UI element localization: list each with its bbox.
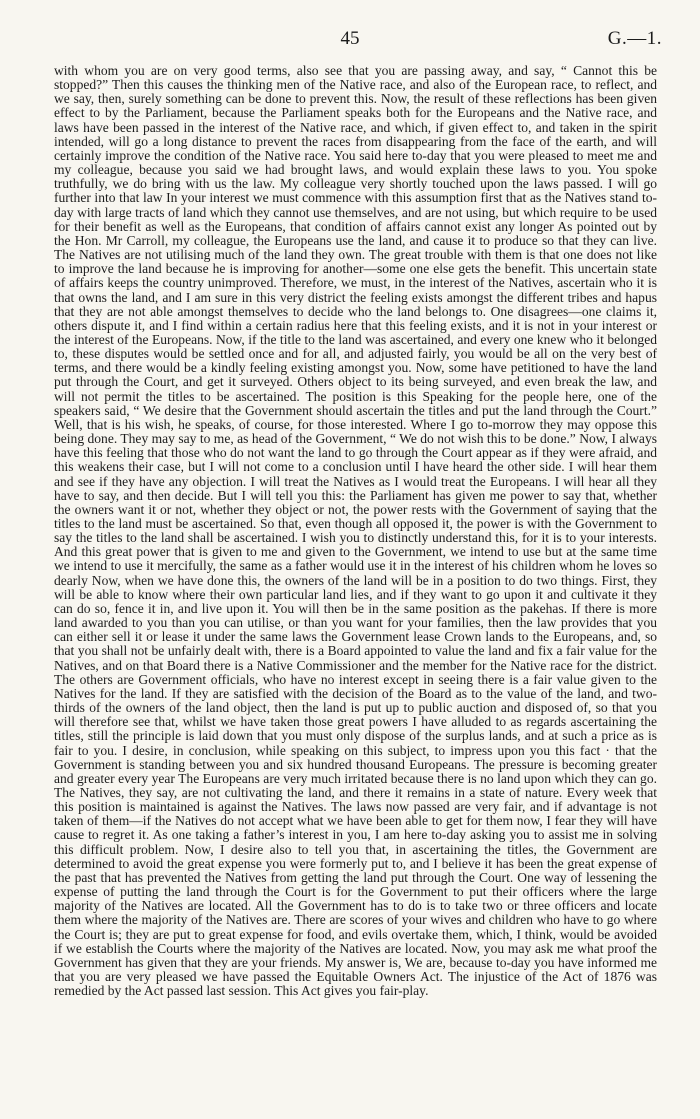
document-code: G.—1. (607, 28, 662, 49)
page-number: 45 (340, 28, 360, 49)
body-text (54, 64, 657, 998)
body-paragraph: with whom you are on very good terms, also see that you are passing away, and say, “ Cannot this be stopped?” Then this causes the thinking men of the Native race, and also of the European race, to reflect, and we say, then, surely something can be done to prevent this. Now, the result of these reflections has been given effect to by the Parliament, because the Parliament speaks both for the Europeans and the Native race, and laws have been passed in the interest of the Native race, and which, if given effect to, and taken in the spirit intended, will go a long distance to prevent the races from disappearing from the face of the earth, and will certainly improve the condition of the Native race. You said here to-day that you were pleased to meet me and my colleague, because you said we had brought laws, and would explain these laws to you. You spoke truthfully, we do bring with us the law. My colleague very shortly touched upon the laws passed. I will go further into that law In your interest we must commence with this assumption first that as the Natives stand to-day with large tracts of land which they cannot use themselves, and are not using, but which require to be used for their benefit as well as the Europeans, that condition of affairs cannot exist any longer As pointed out by the Hon. Mr Carroll, my colleague, the Europeans use the land, and cause it to produce so that they can live. The Natives are not utilising much of the land they own. The great trouble with them is that one does not like to improve the land because he is improving for another—some one else gets the benefit. This uncertain state of affairs keeps the country unimproved. Therefore, we must, in the interest of the Natives, ascertain who it is that owns the land, and I am sure in this very district the feeling exists amongst the different tribes and hapus that they are not able amongst themselves to decide who the land belongs to. One disagrees—one claims it, others dispute it, and I find within a certain radius here that this feeling exists, and it is not in your interest or the interest of the Europeans. Now, if the title to the land was ascertained, and every one knew who it belonged to, these disputes would be settled once and for all, and adjusted fairly, you would be all on the very best of terms, and there would be a kindly feeling existing amongst you. Now, some have petitioned to have the land put through the Court, and get it surveyed. Others object to its being surveyed, and even break the law, and will not permit the titles to be ascertained. The position is this Speaking for the people here, one of the speakers said, “ We desire that the Government should ascertain the titles and put the land through the Court.” Well, that is his wish, he speaks, of course, for those interested. Where I go to-morrow they may oppose this being done. They may say to me, as head of the Government, “ We do not wish this to be done.” Now, I always have this feeling that those who do not want the land to go through the Court appear as if they were afraid, and this weakens their case, but I will not come to a conclusion until I have heard the other side. I will hear them and see if they have any objection. I will treat the Natives as I would treat the Europeans. I will hear all they have to say, and then decide. But I will tell you this: the Parliament has given me power to say that, whether the owners want it or not, whether they object or not, the power rests with the Government of saying that the titles to the land must be ascertained. So that, even though all opposed it, the power is with the Government to say the titles to the land shall be ascertained. I wish you to distinctly understand this, for it is to your interests. And this great power that is given to me and given to the Government, we intend to use but at the same time we intend to use it mercifully, the same as a father would use it in the interest of his children whom he loves so dearly Now, when we have done this, the owners of the land will be in a position to do two things. First, they will be able to know where their own particular land lies, and if they want to go upon it and cultivate it they can do so, fence it in, and live upon it. You will then be in the same position as the pakehas. If there is more land awarded to you than you can utilise, or than you want for your families, then the law provides that you can either sell it or lease it under the same laws the Government lease Crown lands to the Europeans, and, so that you shall not be unfairly dealt with, there is a Board appointed to value the land and fix a fair value for the Natives, and on that Board there is a Native Commissioner and the member for the Native race for the district. The others are Government officials, who have no interest except in seeing there is a fair value given to the Natives for the land. If they are satisfied with the decision of the Board as to the value of the land, and two-thirds of the owners of the land object, then the land is put up to public auction and disposed of, so that you will therefore see that, whilst we have taken those great powers I have alluded to as regards ascertaining the titles, still the principle is laid down that you must only dispose of the surplus lands, and at such a price as is fair to you. I desire, in conclusion, while speaking on this subject, to impress upon you this fact · that the Government is standing between you and six hundred thousand Europeans. The pressure is becoming greater and greater every year The Europeans are very much irritated because there is no land upon which they can go. The Natives, they say, are not cultivating the land, and there it remains in a state of nature. Every week that this position is maintained is against the Natives. The laws now passed are very fair, and if advantage is not taken of them—if the Natives do not accept what we have been able to get for them now, I fear they will have cause to regret it. As one taking a father’s interest in you, I am here to-day asking you to assist me in solving this difficult problem. Now, I desire also to tell you that, in ascertaining the titles, the Government are determined to avoid the great expense you were formerly put to, and I believe it has been the great expense of the past that has prevented the Natives from getting the land put through the Court. One way of lessening the expense of putting the land through the Court is for the Government to put their officers where the large majority of the Natives are located. All the Government has to do is to take two or three officers and locate them where the majority of the Natives are. There are scores of your wives and children who have to go where the Court is; they are put to great expense for food, and evils overtake them, which, I think, would be avoided if we establish the Courts where the majority of the Natives are located. Now, you may ask me what proof the Government has given that they are your friends. My answer is, We are, because to-day you have informed me that you are very pleased we have passed the Equitable Owners Act. The injustice of the Act of 1876 was remedied by the Act passed last session. This Act gives you fair-play. (54, 63, 657, 999)
page-header (0, 28, 700, 58)
